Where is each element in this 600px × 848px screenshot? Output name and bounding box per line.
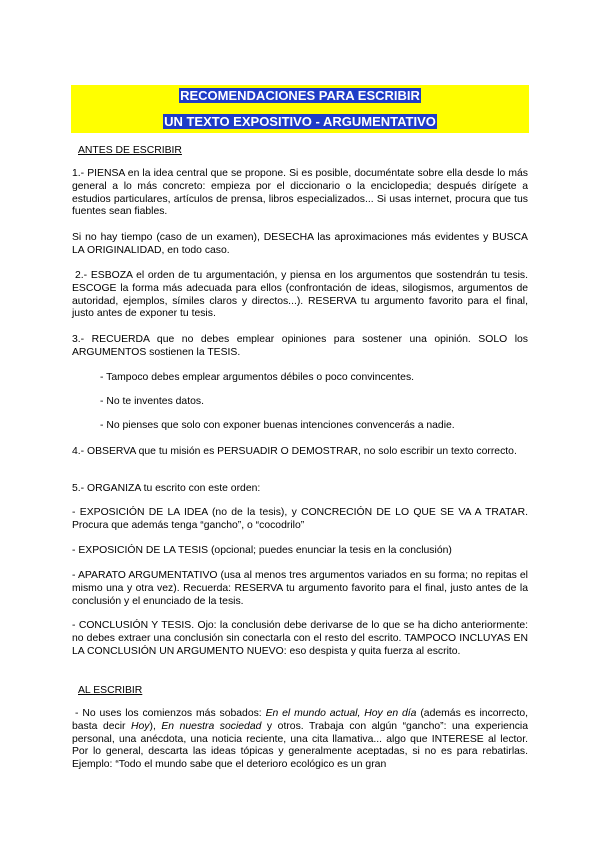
paragraph-5: 4.- OBSERVA que tu misión es PERSUADIR O DEMOSTRAR, no solo escribir un texto correcto. [72,446,517,457]
paragraph-9: - APARATO ARGUMENTATIVO (usa al menos tres argumentos variados en su forma; no repitas el mismo una y otra vez). Recuerda: RESERVA tu argumento favorito para el final, justo antes de la conclusión y el enunciado de la tesis. [72,570,528,607]
paragraph-10: - CONCLUSIÓN Y TESIS. Ojo: la conclusión debe derivarse de lo que se ha dicho anteriormente: no debes extraer una conclusión sin conectarla con el resto del escrito. TAMPOCO INCLUYAS EN LA CONCLUSIÓN UN ARGUMENTO NUEVO: eso despista y quita fuerza al escrito. [72,620,528,657]
title-line-1: RECOMENDACIONES PARA ESCRIBIR [180,88,420,103]
paragraph-6: 5.- ORGANIZA tu escrito con este orden: [72,483,261,494]
paragraph-7: - EXPOSICIÓN DE LA IDEA (no de la tesis), y CONCRECIÓN DE LO QUE SE VA A TRATAR. Procura que además tenga “gancho”, o “cocodrilo” [72,507,528,531]
bullet-2: - No te inventes datos. [100,396,204,407]
paragraph-1: 1.- PIENSA en la idea central que se propone. Si es posible, documéntate sobre ella desde lo más general a lo más concreto: empieza por el diccionario o la enciclopedia; después dirígete a estudios particulares, artículos de prensa, libros especializados... Si usas internet, procura que tus fuentes sean fiables. [72,168,528,218]
paragraph-8: - EXPOSICIÓN DE LA TESIS (opcional; puedes enunciar la tesis en la conclusión) [72,545,452,556]
section-heading-antes: ANTES DE ESCRIBIR [78,145,182,156]
section-heading-al-escribir: AL ESCRIBIR [78,685,143,696]
paragraph-3: 2.- ESBOZA el orden de tu argumentación, y piensa en los argumentos que sostendrán tu tesis. ESCOGE la forma más adecuada para ellos (confrontación de ideas, silogismos, argumentos de autoridad, ejemplos, símiles claros y directos...). RESERVA tu argumento favorito para el final, justo antes de exponer tu tesis. [72,270,528,320]
paragraph-2: Si no hay tiempo (caso de un examen), DESECHA las aproximaciones más evidentes y BUSCA LA ORIGINALIDAD, en todo caso. [72,232,528,256]
bullet-1: - Tampoco debes emplear argumentos débiles o poco convincentes. [100,372,415,383]
paragraph-11: - No uses los comienzos más sobados: En el mundo actual, Hoy en día (además es incorrecto, basta decir Hoy), En nuestra sociedad y otros. Trabaja con algún “gancho”: una experiencia personal, una anécdota, una noticia reciente, una cita llamativa... algo que INTERESE al lector. Por lo general, descarta las ideas tópicas y generalmente aceptadas, si no es para rebatirlas. Ejemplo: “Todo el mundo sabe que el deterioro ecológico es un gran [72,708,529,771]
bullet-3: - No pienses que solo con exponer buenas intenciones convencerás a nadie. [100,420,455,431]
title-line-2: UN TEXTO EXPOSITIVO - ARGUMENTATIVO [164,114,436,129]
paragraph-4: 3.- RECUERDA que no debes emplear opiniones para sostener una opinión. SOLO los ARGUMENTOS sostienen la TESIS. [72,334,528,358]
title-banner [71,85,529,133]
